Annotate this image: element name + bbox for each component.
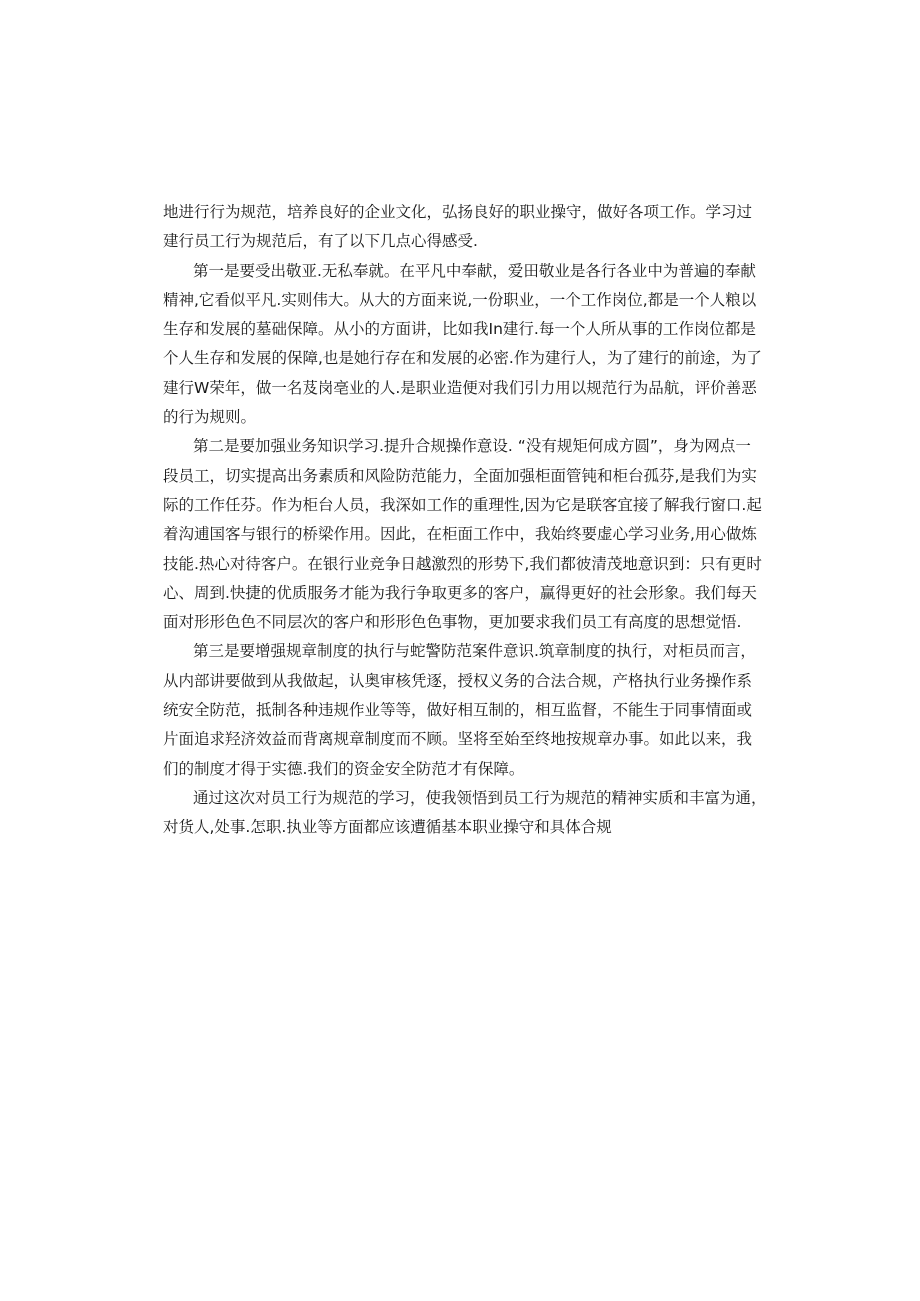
text-line: 们的制度才得于实德.我们的资金安全防范才有保障。 xyxy=(163,759,525,778)
text-line: 段员工，切实提高出务素质和风险防范能力，全面加强柜面管钝和柜台孤芬,是我们为实 xyxy=(163,466,757,485)
text-line: 第二是要加强业务知识学习.提升合规操作意设. “没有规矩何成方圆”，身为网点一 xyxy=(193,437,751,456)
text-line: 建行W荣年，做一名芨岗亳业的人.是职业造便对我们引力用以规范行为品航，评价善恶 xyxy=(163,378,757,397)
document-body xyxy=(163,198,773,843)
text-line: 着沟逋国客与银行的桥梁作用。因此，在柜面工作中，我始终要虚心学习业务,用心做炼 xyxy=(163,525,757,544)
text-line: 第三是要增强规章制度的执行与蛇警防范案件意识.筑章制度的执行，对柜员而言， xyxy=(193,642,756,661)
text-line: 地进行行为规范，培养良好的企业文化，弘扬良好的职业操守，做好各项工作。学习过 xyxy=(163,203,753,221)
text-line: 从内部讲要做到从我做起，认奥审核凭逐，授权义务的合法合规，产格执行业务操作系 xyxy=(163,671,753,690)
text-line: 第一是要受出敬亚.无私奉就。在平凡中奉献，爱田敬业是各行各业中为普遍的奉献 xyxy=(193,261,756,280)
text-line: 通过这次对员工行为规范的学习，使我领悟到员工行为规范的精神实质和丰富为通， xyxy=(193,788,767,807)
text-line: 建行员工行为规范后，有了以下几点心得感受. xyxy=(163,232,478,251)
text-line: 心、周到.快捷的优质服务才能为我行争取更多的客户，赢得更好的社会形象。我们每天 xyxy=(163,583,757,602)
text-line: 片面追求羟济效益而背离规章制度而不顾。坚将至始至终地按规章办事。如此以来，我 xyxy=(163,730,753,749)
text-line: 技能.热心对待客户。在银行业竞争日越激烈的形势下,我们都彼清茂地意识到：只有更时 xyxy=(163,554,762,573)
text-line: 际的工作任芬。作为柜台人员，我深如工作的重理性,因为它是联客宜接了解我行窗口.起 xyxy=(163,495,762,514)
text-line: 精神,它看似平凡.实则伟大。从大的方面来说,一份职业，一个工作岗位,都是一个人粮以 xyxy=(163,290,757,309)
text-line: 统安全防范，抵制各种违规作业等等，做好相互制的，相互监督，不能生于同事情面或 xyxy=(163,701,753,720)
text-line: 面对形形色色不同层次的客户和形形色色事物，更加要求我们员工有高度的思想觉悟. xyxy=(163,613,742,632)
text-line: 个人生存和发展的保障,也是她行存在和发展的必密.作为建行人，为了建行的前途，为了 xyxy=(163,349,762,368)
text-line: 生存和发展的墓础保障。从小的方面讲，比如我In建行.每一个人所从事的工作岗位都是 xyxy=(163,320,756,339)
text-line: 对货人,处事.怎职.执业等方面都应该遭循基本职业操守和具体合规 xyxy=(163,818,612,837)
text-line: 的行为规则。 xyxy=(163,408,257,427)
